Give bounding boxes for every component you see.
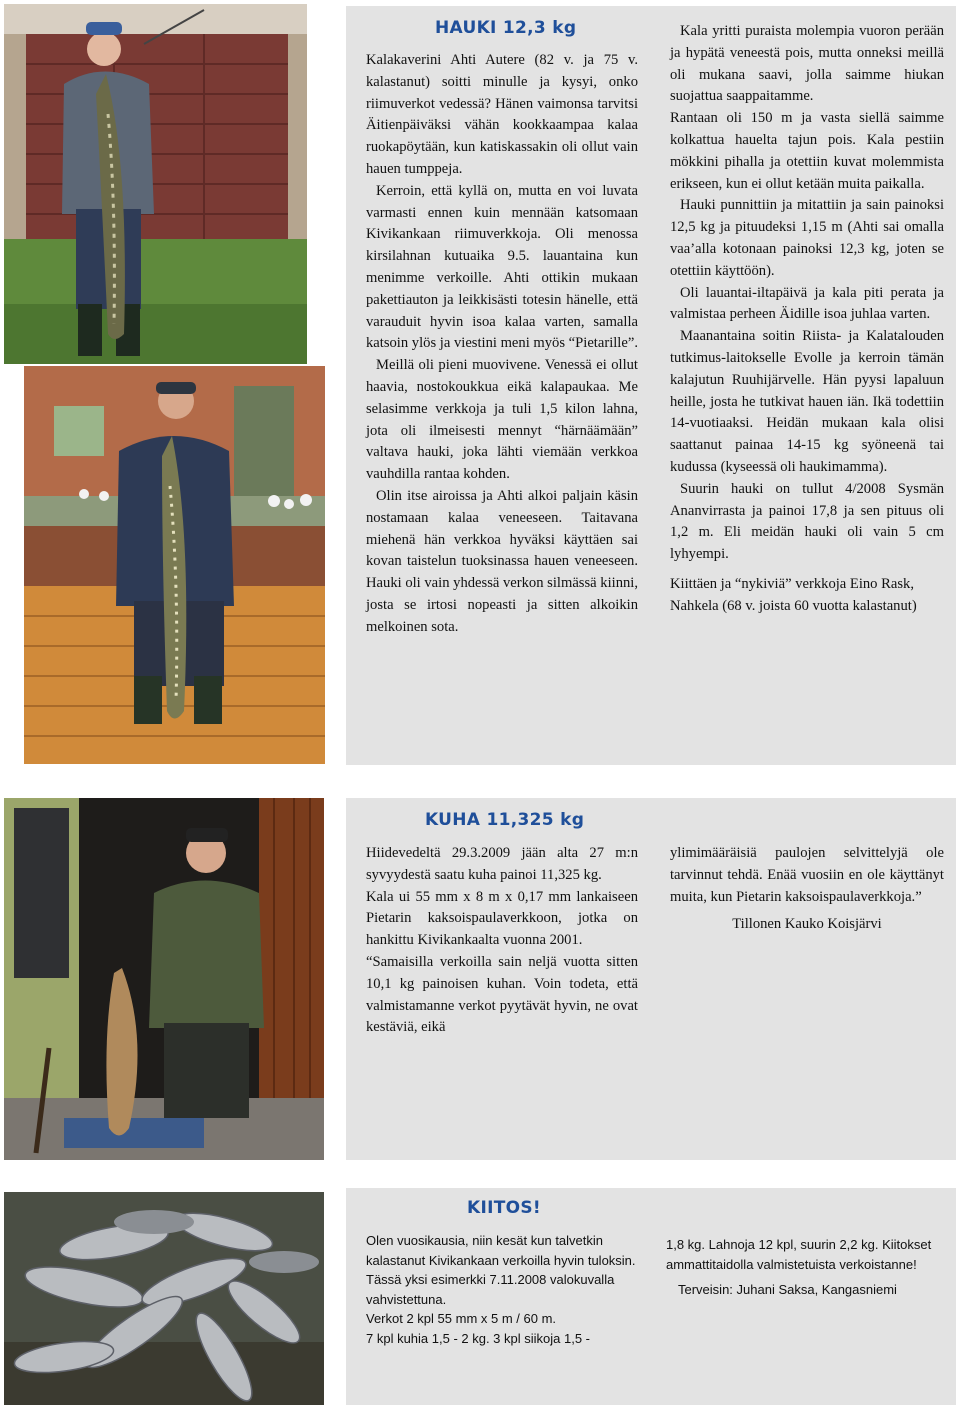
paragraph: Olin itse airoissa ja Ahti alkoi paljain käsin nostamaan kalaa veneeseen. Taitavana miehenä hän verkkoa hyväksi käyttäen sai kovan taistelun tuoksinassa hauen veneeseen. Hauki oli vain yhdessä verkon silmässä kiinni, josta se irtosi nopeasti ja sitten alkoikin melkoinen sota. (366, 487, 638, 635)
paragraph: Oli lauantai-iltapäivä ja kala piti perata ja valmistaa perheen Äidille isoa juhlaa varten. (670, 284, 944, 323)
paragraph: Verkot 2 kpl 55 mm x 5 m / 60 m. (366, 1311, 557, 1326)
paragraph: Kerroin, että kyllä on, mutta en voi luvata varmasti ennen kuin mennään katsomaan Kivikankaan riimuverkkoja. Oli menossa kirsilahnan kutuaika 9.5. lauantaina kun menimme verkoille. Ahti ottikin mukaan pakettiauton ja leikkisästi totesin hänelle, että varauduit hyvin isoa kalaa varten, samalla katsoin ylös ja viestini meni myös “Pietarille”. (366, 182, 638, 352)
article-kuha-column-1 (366, 843, 638, 1039)
paragraph: Kala ui 55 mm x 8 m x 0,17 mm lankaiseen Pietarin kaksoispaulaverkkoon, jotka on hankittu Kivikankaalta vuonna 2001. (366, 888, 638, 949)
article-hauki-title: HAUKI 12,3 kg (435, 18, 577, 38)
paragraph: Olen vuosikausia, niin kesät kun talvetkin kalastanut Kivikankaan verkoilla hyvin tuloksin. Tässä yksi esimerkki 7.11.2008 valokuvalla vahvistettuna. (366, 1233, 636, 1307)
photo-pike-garage (4, 4, 307, 364)
article-kiitos-column-1 (366, 1231, 638, 1348)
photo-zander (4, 798, 324, 1160)
signature: Terveisin: Juhani Saksa, Kangasniemi (678, 1282, 897, 1297)
paragraph: Hauki punnittiin ja mitattiin ja sain painoksi 12,5 kg ja pituudeksi 1,15 m (Ahti sai omalla vaa’alla kotonaan painoksi 12,3 kg, joten se otettiin käyttöön). (670, 197, 944, 279)
paragraph: Meillä oli pieni muovivene. Venessä ei ollut haavia, nostokoukkua eikä kalapaukaa. Me selasimme verkkoja ja tuli 1,5 kilon lahna, jota oli ilmeisesti mennyt “härnäämään” valtava hauki, joka lähti viemään verkkoa vauhdilla rantaa kohden. (366, 357, 638, 483)
article-hauki-column-2 (670, 21, 944, 618)
paragraph: 7 kpl kuhia 1,5 - 2 kg. 3 kpl siikoja 1,5 - (366, 1330, 591, 1346)
article-kuha-title: KUHA 11,325 kg (425, 810, 585, 830)
photo-catch-pile (4, 1192, 324, 1405)
signature: Tillonen Kauko Koisjärvi (732, 916, 882, 933)
paragraph: 1,8 kg. Lahnoja 12 kpl, suurin 2,2 kg. Kiitokset ammattitaidolla valmistetuista verkoistanne! (666, 1237, 932, 1272)
paragraph: Maanantaina soitin Riista- ja Kalatalouden tutkimus-laitokselle Evolle ja kerroin tämän kalajutun Ruuhijärvelle. Hän pyysi lapaluun heille, josta he tutkivat hauen iän. Ikä todettiin 14-vuotiaaksi. Heidän mukaan kala olisi saattanut painaa 14-15 kg syöneenä tai kudussa (kyseessä oli haukimamma). (670, 328, 944, 475)
paragraph: Hiidevedeltä 29.3.2009 jään alta 27 m:n syvyydestä saatu kuha painoi 11,325 kg. (366, 845, 638, 883)
article-hauki-column-1 (366, 50, 638, 639)
paragraph: Kala yritti puraista molempia vuoron perään ja hypätä veneestä pois, mutta onneksi meillä oli mukana saavi, jolla saimme hiukan suojattua saappaitamme. (670, 23, 944, 105)
paragraph: Suurin hauki on tullut 4/2008 Sysmän Ananvirrasta ja painoi 17,8 ja sen pituus oli 1,2 m. Eli meidän hauki oli vain 5 cm lyhyempi. (670, 480, 944, 563)
paragraph: Rantaan oli 150 m ja vasta siellä saimme kolkattua hauelta tajun pois. Kala pestiin mökkini pihalla ja otettiin kuvat molemmista erikseen, kun ei ollut ketään muita paikalla. (670, 110, 944, 192)
article-kiitos-column-2 (666, 1235, 946, 1300)
paragraph: Kalakaverini Ahti Autere (82 v. ja 75 v. kalastanut) soitti minulle ja kysyi, onko riimuverkot vedessä? Hänen vaimonsa tarvitsi Äitienpäiväksi vähän kookkaampaa kalaa ruokapöytään, kun katiskassakin oli ollut vain hauen tumppeja. (366, 52, 638, 177)
paragraph: ylimimääräisiä paulojen selvittelyjä ole tarvinnut tehdä. Enää vuosiin en ole käyttänyt muita, kun Pietarin kaksoispaulaverkkoja.” (670, 845, 944, 905)
photo-pike-deck (24, 366, 325, 764)
article-kuha-column-2 (670, 843, 944, 936)
paragraph: “Samaisilla verkoilla sain neljä vuotta sitten 10,1 kg painoisen kuhan. Voin todeta, että valmistamanne verkot pyytävät hyvin, ne ovat kestäviä, eikä (366, 953, 638, 1036)
signature: Kiittäen ja “nykiviä” verkkoja Eino Rask, Nahkela (68 v. joista 60 vuotta kalastanut) (670, 575, 917, 614)
article-kiitos-title: KIITOS! (467, 1198, 541, 1218)
